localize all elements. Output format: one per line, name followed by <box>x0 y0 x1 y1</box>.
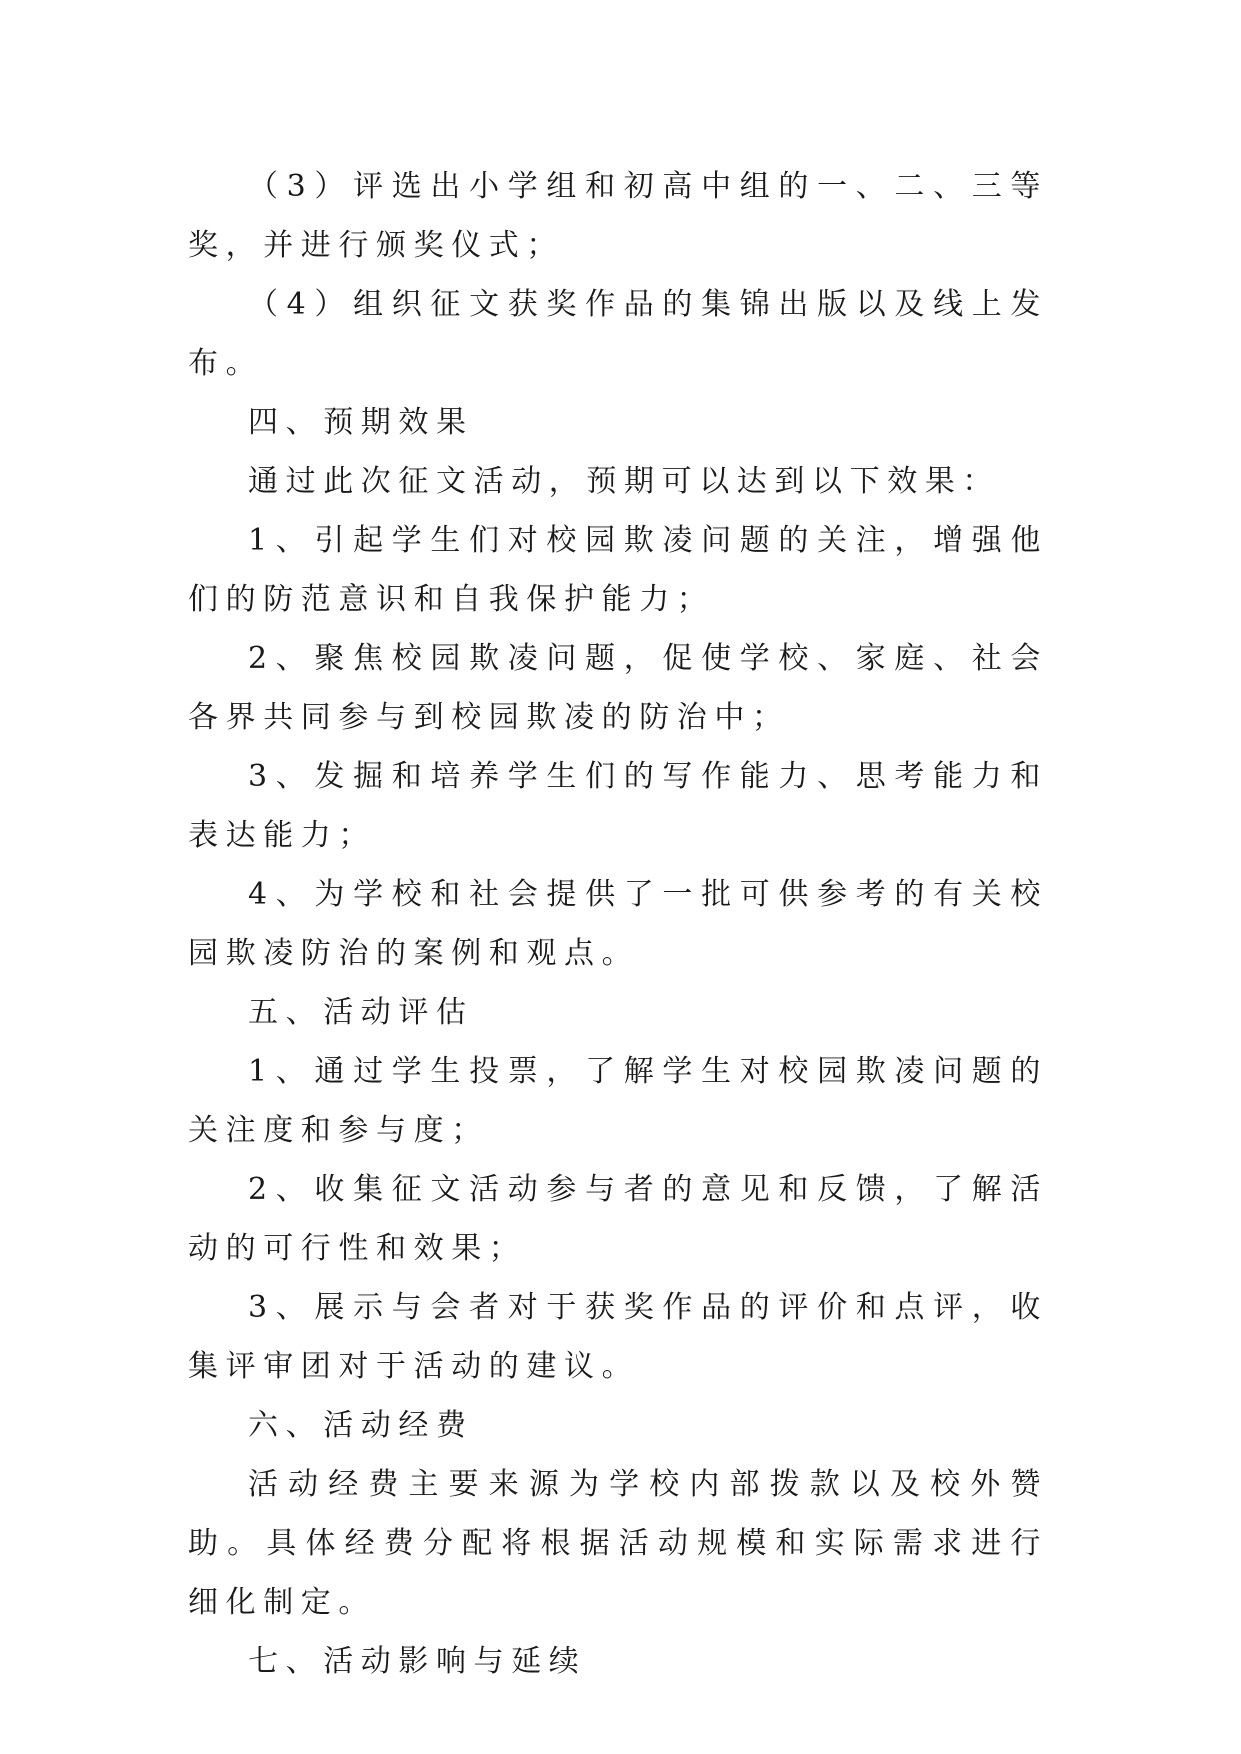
paragraph-publication: （4）组织征文获奖作品的集锦出版以及线上发布。 <box>188 287 1048 381</box>
section-heading-funding: 六、活动经费 <box>248 1408 474 1443</box>
document-body <box>188 157 1048 1691</box>
paragraph-effect-4: 4、为学校和社会提供了一批可供参考的有关校园欺凌防治的案例和观点。 <box>188 877 1048 971</box>
paragraph-effect-1: 1、引起学生们对校园欺凌问题的关注，增强他们的防范意识和自我保护能力； <box>188 523 1048 617</box>
paragraph-evaluation-3: 3、展示与会者对于获奖作品的评价和点评，收集评审团对于活动的建议。 <box>188 1290 1048 1384</box>
paragraph-funding: 活动经费主要来源为学校内部拨款以及校外赞助。具体经费分配将根据活动规模和实际需求进行细化制定。 <box>188 1467 1048 1620</box>
paragraph-effect-2: 2、聚焦校园欺凌问题，促使学校、家庭、社会各界共同参与到校园欺凌的防治中； <box>188 641 1048 735</box>
section-heading-expected-effects: 四、预期效果 <box>248 405 474 440</box>
section-heading-evaluation: 五、活动评估 <box>248 995 474 1030</box>
paragraph-effect-3: 3、发掘和培养学生们的写作能力、思考能力和表达能力； <box>188 759 1048 853</box>
paragraph-award-selection: （3）评选出小学组和初高中组的一、二、三等奖，并进行颁奖仪式； <box>188 169 1048 263</box>
paragraph-evaluation-2: 2、收集征文活动参与者的意见和反馈，了解活动的可行性和效果； <box>188 1172 1048 1266</box>
section-heading-impact: 七、活动影响与延续 <box>248 1644 587 1679</box>
paragraph-effects-intro: 通过此次征文活动，预期可以达到以下效果： <box>248 464 1000 499</box>
paragraph-evaluation-1: 1、通过学生投票，了解学生对校园欺凌问题的关注度和参与度； <box>188 1054 1048 1148</box>
